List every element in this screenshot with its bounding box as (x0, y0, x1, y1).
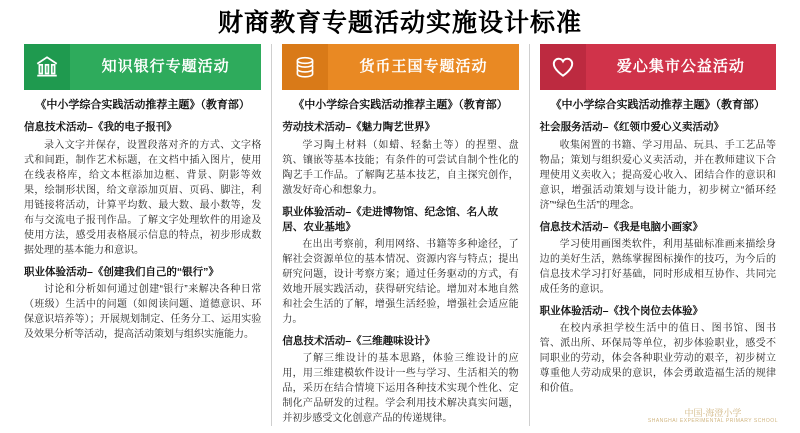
section-body: 学习使用画图类软件，利用基础标准画来描绘身边的美好生活，熟练掌握图标操作的技巧，为今后的信息技术学习打好基础，同时形成相互协作、共同完成任务的意识。 (539, 238, 776, 295)
section-bullet: 劳动技术活动–《魅力陶艺世界》 (282, 121, 436, 134)
section-bullet: 信息技术活动–《三维趣味设计》 (282, 334, 436, 347)
page-title: 财商教育专题活动实施设计标准 (217, 9, 582, 37)
column-knowledge-bank (14, 44, 271, 426)
section-bullet: 社会服务活动–《红领巾爱心义卖活动》 (539, 121, 724, 134)
section-body: 收集闲置的书籍、学习用品、玩具、手工艺品等物品；策划与组织爱心义卖活动，并在教师建议下合理使用义卖收入；提高爱心收入、团结合作的意识和意识，增强活动策划与设计能力，初步树立“循环经济”“绿色生活”的理念。 (539, 139, 776, 211)
section-bullet: 职业体验活动–《创建我们自己的“银行”》 (24, 265, 219, 278)
heart-icon (540, 44, 586, 90)
columns-container (0, 44, 800, 426)
watermark-main: 中国·海澄小学 (684, 407, 742, 418)
column-header-3 (540, 44, 776, 90)
column-header-1 (24, 44, 261, 90)
column-subhead-2: 《中小学综合实践活动推荐主题》（教育部） (293, 99, 508, 111)
column-currency-kingdom (271, 44, 528, 426)
section-body: 讨论和分析如何通过创建“银行”来解决各种日常（班级）生活中的问题（如阅读问题、道德意识、环保意识培养等）；开展规划制定、任务分工、运用实验及效果分析等活动，提高活动策划与组织实施能力。 (24, 283, 262, 340)
column-header-2 (282, 44, 518, 90)
column-title-3: 爱心集市公益活动 (586, 44, 776, 90)
watermark-sub: SHANGHAI EXPERIMENTAL PRIMARY SCHOOL (647, 417, 778, 424)
section-body: 学习陶土材料（如蜡、轻黏土等）的捏塑、盘筑、镶嵌等基本技能；有条件的可尝试自制个性化的陶艺手工作品。了解陶艺基本技艺，自主探究创作，激发好奇心和想象力。 (282, 139, 519, 196)
bank-building-icon (24, 44, 70, 90)
section-bullet: 职业体验活动–《走进博物馆、纪念馆、名人故居、农业基地》 (282, 205, 499, 233)
section-body: 录入文字并保存，设置段落对齐的方式、文字格式和间距，制作艺术标题，在文档中插入图片，使用在线表格库，给文本框添加边框、背景、阴影等效果，绘制形状图，给文章添加页眉、页码、脚注，利用链接将活动，计算平均数、最大数、最小数等，发布与交流电子报刊作品。了解文字处理软件的用途及使用方法，感受用表格展示信息的特点，初步形成数据处理的基本能力和意识。 (24, 139, 262, 256)
watermark (648, 409, 778, 424)
coins-stack-icon (282, 44, 328, 90)
column-title-1: 知识银行专题活动 (70, 44, 261, 90)
column-subhead-3: 《中小学综合实践活动推荐主题》（教育部） (550, 99, 766, 111)
column-charity-market (529, 44, 786, 426)
column-subhead-1: 《中小学综合实践活动推荐主题》（教育部） (35, 99, 250, 111)
section-body: 了解三维设计的基本思路，体验三维设计的应用，用三维建模软件设计一些与学习、生活相关的物品，采历在结合情境下运用各种技术实现个性化、定制化产品研发的过程。学会利用技术解决真实问题，并初步感受文化创意产品的传递规律。 (282, 353, 519, 425)
section-body: 在出出考察前，利用网络、书籍等多种途径，了解社会资源单位的基本情况、资源内容与特点；提出研究问题，设计考察方案；通过任务驱动的方式，有效地开展实践活动，获得研究结论。增加对本地自然和社会生活的了解，增强生活经验，增强社会适应能力。 (282, 238, 519, 325)
section-bullet: 职业体验活动–《找个岗位去体验》 (539, 304, 703, 317)
section-bullet: 信息技术活动–《我的电子报刊》 (24, 121, 177, 134)
section-bullet: 信息技术活动–《我是电脑小画家》 (539, 220, 703, 233)
column-title-2: 货币王国专题活动 (328, 44, 518, 90)
section-body: 在校内承担学校生活中的值日、图书馆、图书管、派出所、环保局等单位，初步体验职业，感受不同职业的劳动，体会各种职业劳动的艰辛，初步树立尊重他人劳动成果的意识，体会勇敢造福生活的规律和价值。 (539, 322, 776, 394)
